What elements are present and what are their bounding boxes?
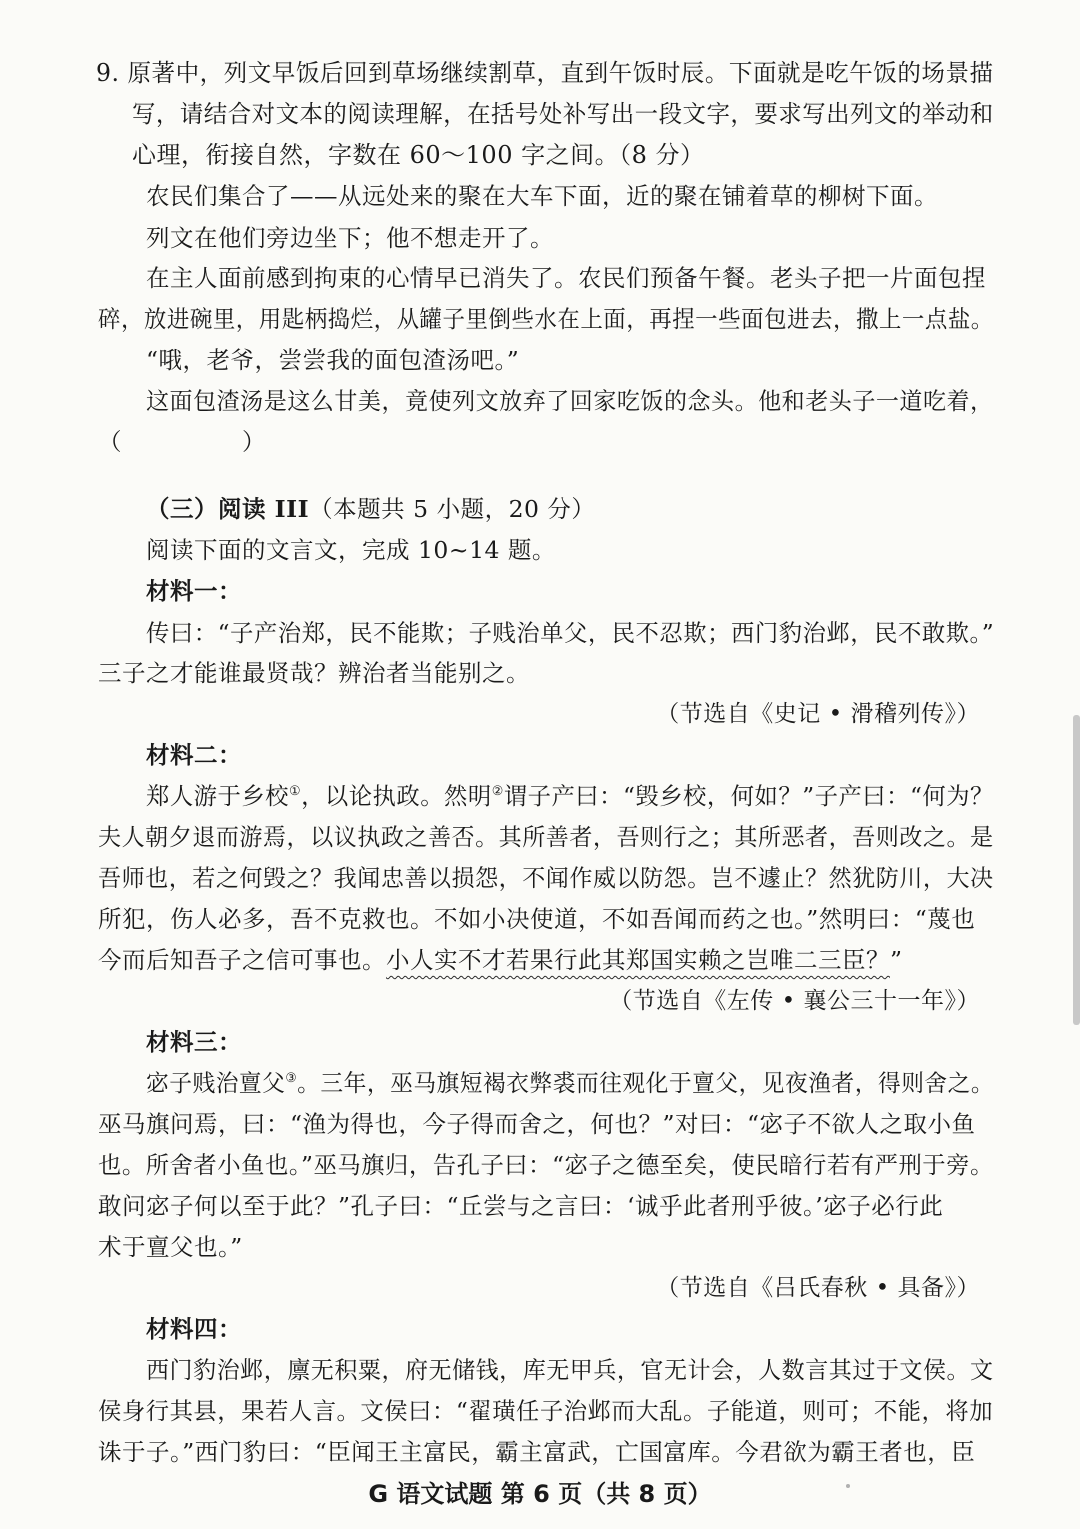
material-3-line-3: 也。所舍者小鱼也。”巫马旗归，告孔子曰：“宓子之德至矣，使民暗行若有严刑于旁。	[98, 1151, 994, 1179]
material-2-text-d: 今而后知吾子之信可事也。	[98, 946, 386, 974]
material-2-line-3: 吾师也，若之何毁之？我闻忠善以损怨，不闻作威以防怨。岂不遽止？然犹防川，大决	[98, 864, 994, 892]
material-2-line-5	[98, 945, 903, 975]
material-3-source: （节选自《吕氏春秋 • 具备》）	[656, 1275, 980, 1301]
q9-passage-3a: 在主人面前感到拘束的心情早已消失了。农民们预备午餐。老头子把一片面包捏	[146, 264, 986, 292]
q9-passage-1: 农民们集合了——从远处来的聚在大车下面，近的聚在铺着草的柳树下面。	[146, 182, 938, 210]
material-4-label: 材料四：	[146, 1315, 242, 1343]
material-2-text-a: 郑人游于乡校	[146, 782, 289, 810]
section-3-heading	[146, 494, 595, 524]
section-3-title: （三）阅读 III	[146, 495, 310, 523]
material-4-line-3: 诛于子。”西门豹曰：“臣闻王主富民，霸主富武，亡国富库。今君欲为霸王者也，臣	[98, 1438, 976, 1466]
material-1-line-1: 传曰：“子产治郑，民不能欺；子贱治单父，民不忍欺；西门豹治邺，民不敢欺。”	[146, 619, 995, 647]
material-3-text-a: 宓子贱治亶父	[146, 1069, 286, 1097]
material-1-line-2: 三子之才能谁最贤哉？辨治者当能别之。	[98, 659, 530, 687]
closing-quote: ”	[890, 946, 903, 974]
material-3-line-2: 巫马旗问焉，曰：“渔为得也，今子得而舍之，何也？”对曰：“宓子不欲人之取小鱼	[98, 1110, 976, 1138]
q9-passage-2: 列文在他们旁边坐下；他不想走开了。	[146, 224, 554, 252]
wavy-underlined-sentence: 小人实不才若果行此其郑国实赖之岂唯二三臣？	[386, 946, 890, 974]
material-3-label: 材料三：	[146, 1028, 242, 1056]
material-1-source: （节选自《史记 • 滑稽列传》）	[656, 701, 980, 727]
footnote-2-marker: ②	[491, 784, 504, 800]
material-3-line-4: 敢问宓子何以至于此？”孔子曰：“丘尝与之言曰：‘诚乎此者刑乎彼。’宓子必行此	[98, 1192, 944, 1220]
section-3-note: （本题共 5 小题，20 分）	[309, 495, 596, 523]
material-2-line-4: 所犯，伤人必多，吾不克救也。不如小决使道，不如吾闻而药之也。”然明曰：“蔑也	[98, 905, 976, 933]
material-2-text-b: ，以论执政。然明	[301, 782, 492, 810]
material-2-line-1	[146, 781, 994, 811]
speck	[846, 1484, 850, 1488]
material-2-label: 材料二：	[146, 741, 242, 769]
material-3-line-1	[146, 1068, 994, 1098]
material-2-line-2: 夫人朝夕退而游焉，以议执政之善否。其所善者，吾则行之；其所恶者，吾则改之。是	[98, 823, 994, 851]
q9-passage-3b: 碎，放进碗里，用匙柄捣烂，从罐子里倒些水在上面，再捏一些面包进去，撒上一点盐。	[98, 305, 994, 333]
q9-answer-blank[interactable]: （ ）	[98, 428, 266, 456]
q9-line-2: 写，请结合对文本的阅读理解，在括号处补写出一段文字，要求写出列文的举动和	[132, 100, 994, 128]
page-footer: G 语文试题 第 6 页（共 8 页）	[368, 1480, 712, 1508]
q9-passage-4: “哦，老爷，尝尝我的面包渣汤吧。”	[146, 346, 520, 374]
q9-line-1: 9. 原著中，列文早饭后回到草场继续割草，直到午饭时辰。下面就是吃午饭的场景描	[96, 59, 994, 87]
material-4-line-1: 西门豹治邺，廪无积粟，府无储钱，库无甲兵，官无计会，人数言其过于文侯。文	[146, 1356, 994, 1384]
scrollbar[interactable]	[1073, 715, 1080, 1025]
footnote-1-marker: ①	[288, 784, 302, 800]
material-3-text-b: 。三年，巫马旗短褐衣弊裘而往观化于亶父，见夜渔者，得则舍之。	[297, 1069, 995, 1097]
material-2-text-c: 谓子产曰：“毁乡校，何如？”子产曰：“何为？	[503, 782, 994, 810]
q9-line-3: 心理，衔接自然，字数在 60～100 字之间。（8 分）	[132, 141, 705, 169]
q9-passage-5: 这面包渣汤是这么甘美，竟使列文放弃了回家吃饭的念头。他和老头子一道吃着，	[146, 387, 994, 415]
footnote-3-marker: ③	[285, 1071, 298, 1087]
material-3-line-5: 术于亶父也。”	[98, 1233, 243, 1261]
material-1-label: 材料一：	[146, 577, 242, 605]
section-3-instruction: 阅读下面的文言文，完成 10~14 题。	[146, 536, 556, 564]
material-4-line-2: 侯身行其县，果若人言。文侯曰：“翟璜任子治邺而大乱。子能道，则可；不能，将加	[98, 1397, 994, 1425]
material-2-source: （节选自《左传 • 襄公三十一年》）	[609, 988, 980, 1014]
